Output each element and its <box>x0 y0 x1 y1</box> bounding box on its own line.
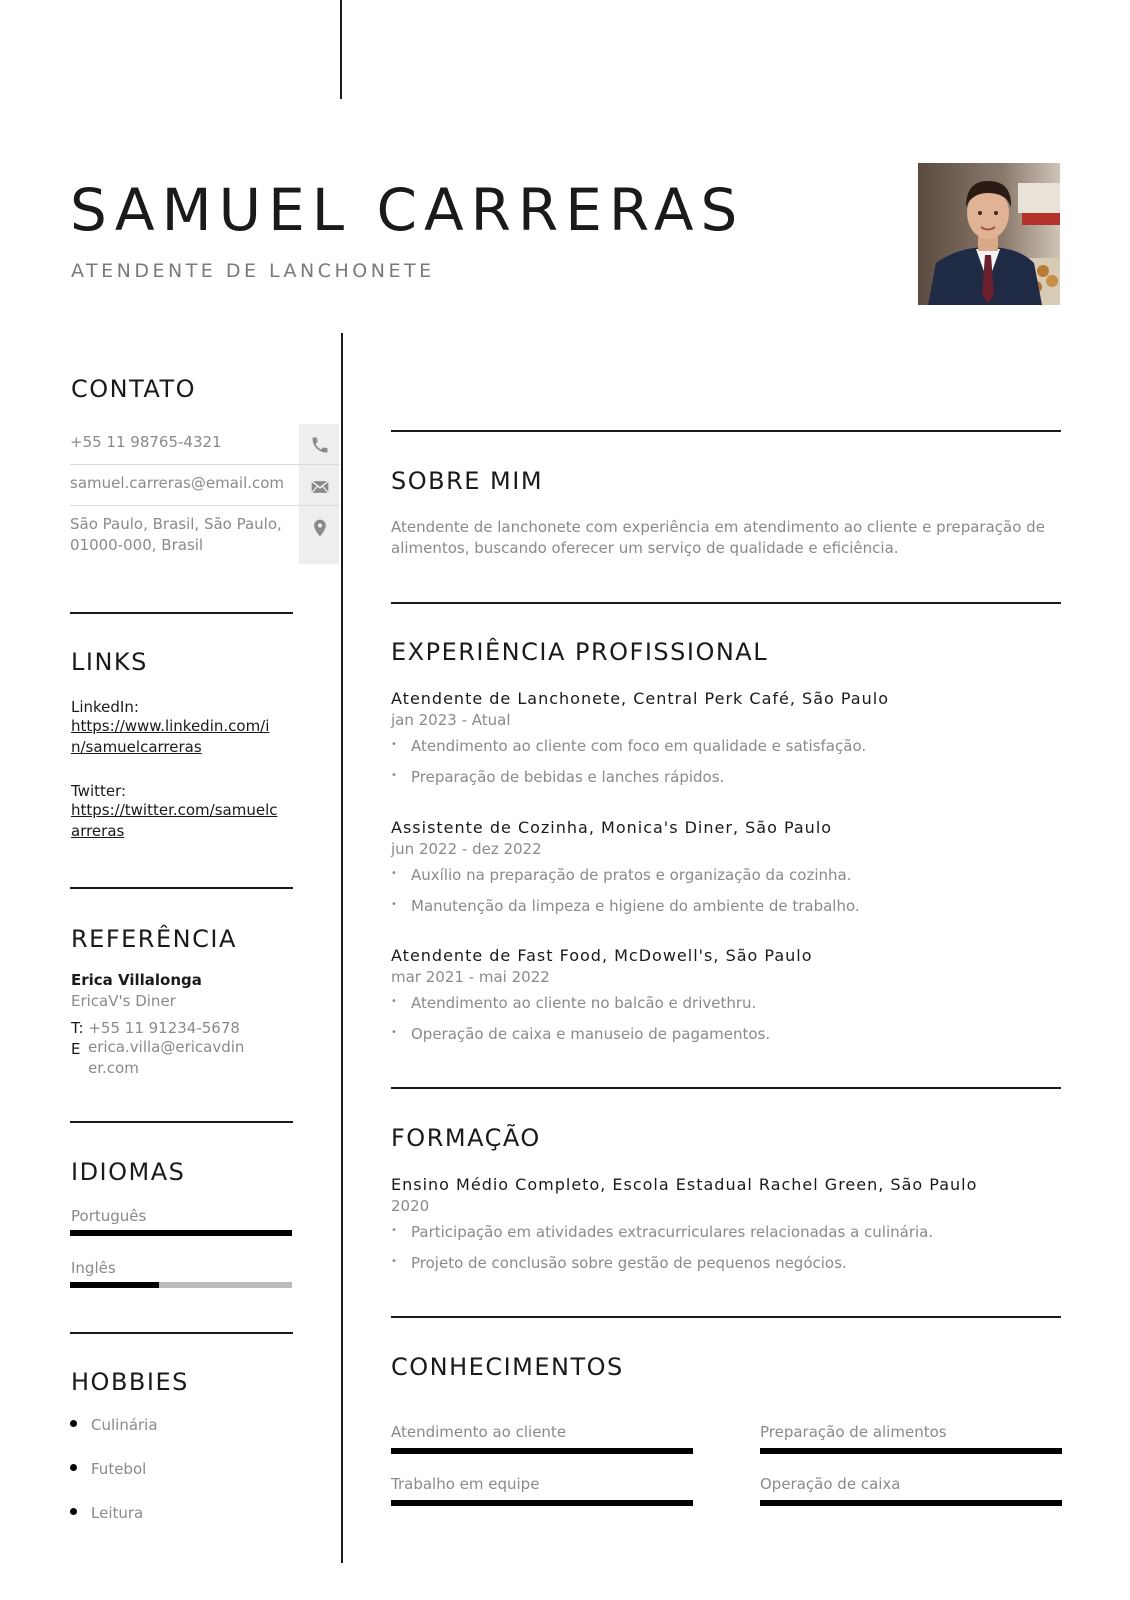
job-title: Atendente de Lanchonete, Central Perk Café, São Paulo <box>391 689 889 708</box>
left-divider-1 <box>70 612 293 614</box>
right-divider-2 <box>391 602 1061 604</box>
left-divider-4 <box>70 1332 293 1334</box>
bullet-dot: • <box>391 739 397 750</box>
contact-phone-row <box>70 424 340 465</box>
link-linkedin-label: LinkedIn: <box>71 698 139 716</box>
link-twitter-url-line1[interactable]: https://twitter.com/samuelc <box>71 801 278 819</box>
bullet-dot <box>70 1508 77 1515</box>
skill-bar <box>391 1500 693 1506</box>
language-portuguese-bar-fill <box>70 1230 292 1236</box>
skill-label: Trabalho em equipe <box>391 1475 540 1493</box>
hobby-label: Futebol <box>91 1460 147 1478</box>
job-bullet <box>391 897 860 915</box>
reference-company: EricaV's Diner <box>71 992 176 1010</box>
link-twitter-url-line2[interactable]: arreras <box>71 822 125 840</box>
skill-bar <box>760 1448 1062 1454</box>
job-bullet-text: Operação de caixa e manuseio de pagamentos. <box>411 1025 771 1043</box>
hobby-label: Leitura <box>91 1504 144 1522</box>
contact-section-title: CONTATO <box>71 375 197 403</box>
hobby-label: Culinária <box>91 1416 158 1434</box>
about-section-title: SOBRE MIM <box>391 467 544 495</box>
job-bullet <box>391 737 866 755</box>
bullet-dot <box>70 1420 77 1427</box>
profile-photo <box>918 163 1060 305</box>
contact-email-row <box>70 465 340 506</box>
job-title: Atendente de Fast Food, McDowell's, São Paulo <box>391 946 813 965</box>
link-twitter <box>71 782 278 842</box>
about-text-line1: Atendente de lanchonete com experiência em atendimento ao cliente e preparação de <box>391 518 1045 536</box>
about-text-line2: alimentos, buscando oferecer um serviço de qualidade e eficiência. <box>391 539 899 557</box>
link-linkedin <box>71 698 269 758</box>
right-divider-4 <box>391 1316 1061 1318</box>
education-bullet <box>391 1223 933 1241</box>
languages-section-title: IDIOMAS <box>71 1158 186 1186</box>
skills-section-title: CONHECIMENTOS <box>391 1353 624 1381</box>
mail-icon <box>310 477 330 497</box>
job-bullet <box>391 768 724 786</box>
job-bullet <box>391 866 851 884</box>
contact-address-row <box>70 506 340 564</box>
job-bullet-text: Atendimento ao cliente com foco em qualidade e satisfação. <box>411 737 867 755</box>
contact-address-line2: 01000-000, Brasil <box>70 536 204 554</box>
language-english-bar-fill <box>70 1282 159 1288</box>
link-linkedin-url-line1[interactable]: https://www.linkedin.com/i <box>71 717 270 735</box>
job-date: jan 2023 - Atual <box>391 711 511 729</box>
contact-phone[interactable]: +55 11 98765-4321 <box>70 433 222 451</box>
phone-icon <box>310 435 330 455</box>
left-divider-2 <box>70 887 293 889</box>
bullet-dot: • <box>391 770 397 781</box>
contact-email[interactable]: samuel.carreras@email.com <box>70 474 285 492</box>
reference-phone[interactable]: +55 11 91234-5678 <box>88 1019 240 1037</box>
job-bullet <box>391 1025 770 1043</box>
bullet-dot <box>70 1464 77 1471</box>
education-section-title: FORMAÇÃO <box>391 1124 541 1152</box>
skill-bar <box>391 1448 693 1454</box>
link-twitter-label: Twitter: <box>71 782 127 800</box>
skill-bar <box>760 1500 1062 1506</box>
candidate-job-title: ATENDENTE DE LANCHONETE <box>71 260 435 282</box>
skill-label: Atendimento ao cliente <box>391 1423 567 1441</box>
job-date: jun 2022 - dez 2022 <box>391 840 542 858</box>
bullet-dot: • <box>391 1256 397 1267</box>
education-title: Ensino Médio Completo, Escola Estadual Rachel Green, São Paulo <box>391 1175 978 1194</box>
column-divider-line <box>341 333 343 1563</box>
hobby-item <box>70 1416 158 1434</box>
job-bullet <box>391 994 756 1012</box>
bullet-dot: • <box>391 1027 397 1038</box>
link-linkedin-url-line2[interactable]: n/samuelcarreras <box>71 738 202 756</box>
reference-phone-prefix: T: <box>71 1019 84 1037</box>
location-pin-icon <box>310 518 330 538</box>
skill-label: Operação de caixa <box>760 1475 901 1493</box>
bullet-dot: • <box>391 996 397 1007</box>
job-bullet-text: Atendimento ao cliente no balcão e drivethru. <box>411 994 757 1012</box>
right-divider-1 <box>391 430 1061 432</box>
reference-email-line1[interactable]: erica.villa@ericavdin <box>88 1038 245 1056</box>
bullet-dot: • <box>391 868 397 879</box>
left-divider-3 <box>70 1121 293 1123</box>
job-title: Assistente de Cozinha, Monica's Diner, São Paulo <box>391 818 833 837</box>
links-section-title: LINKS <box>71 648 148 676</box>
reference-email-prefix: E <box>71 1040 81 1058</box>
job-bullet-text: Manutenção da limpeza e higiene do ambiente de trabalho. <box>411 897 860 915</box>
job-bullet-text: Preparação de bebidas e lanches rápidos. <box>411 768 725 786</box>
language-english: Inglês <box>71 1259 116 1277</box>
bullet-dot: • <box>391 1225 397 1236</box>
candidate-name: SAMUEL CARRERAS <box>70 176 745 244</box>
top-divider-line <box>340 0 342 99</box>
skill-label: Preparação de alimentos <box>760 1423 947 1441</box>
language-english-bar <box>70 1282 292 1288</box>
education-date: 2020 <box>391 1197 430 1215</box>
right-divider-3 <box>391 1087 1061 1089</box>
language-portuguese: Português <box>71 1207 147 1225</box>
job-date: mar 2021 - mai 2022 <box>391 968 550 986</box>
experience-section-title: EXPERIÊNCIA PROFISSIONAL <box>391 638 769 666</box>
hobby-item <box>70 1460 146 1478</box>
reference-name: Erica Villalonga <box>71 971 202 989</box>
education-bullet <box>391 1254 847 1272</box>
contact-address-line1: São Paulo, Brasil, São Paulo, <box>70 515 282 533</box>
reference-section-title: REFERÊNCIA <box>71 925 237 953</box>
hobbies-section-title: HOBBIES <box>71 1368 189 1396</box>
hobby-item <box>70 1504 143 1522</box>
language-portuguese-bar <box>70 1230 292 1236</box>
reference-email-line2[interactable]: er.com <box>88 1059 139 1077</box>
bullet-dot: • <box>391 899 397 910</box>
education-bullet-text: Participação em atividades extracurriculares relacionadas a culinária. <box>411 1223 934 1241</box>
education-bullet-text: Projeto de conclusão sobre gestão de pequenos negócios. <box>411 1254 847 1272</box>
reference-phone-row <box>71 1019 240 1037</box>
job-bullet-text: Auxílio na preparação de pratos e organização da cozinha. <box>411 866 852 884</box>
